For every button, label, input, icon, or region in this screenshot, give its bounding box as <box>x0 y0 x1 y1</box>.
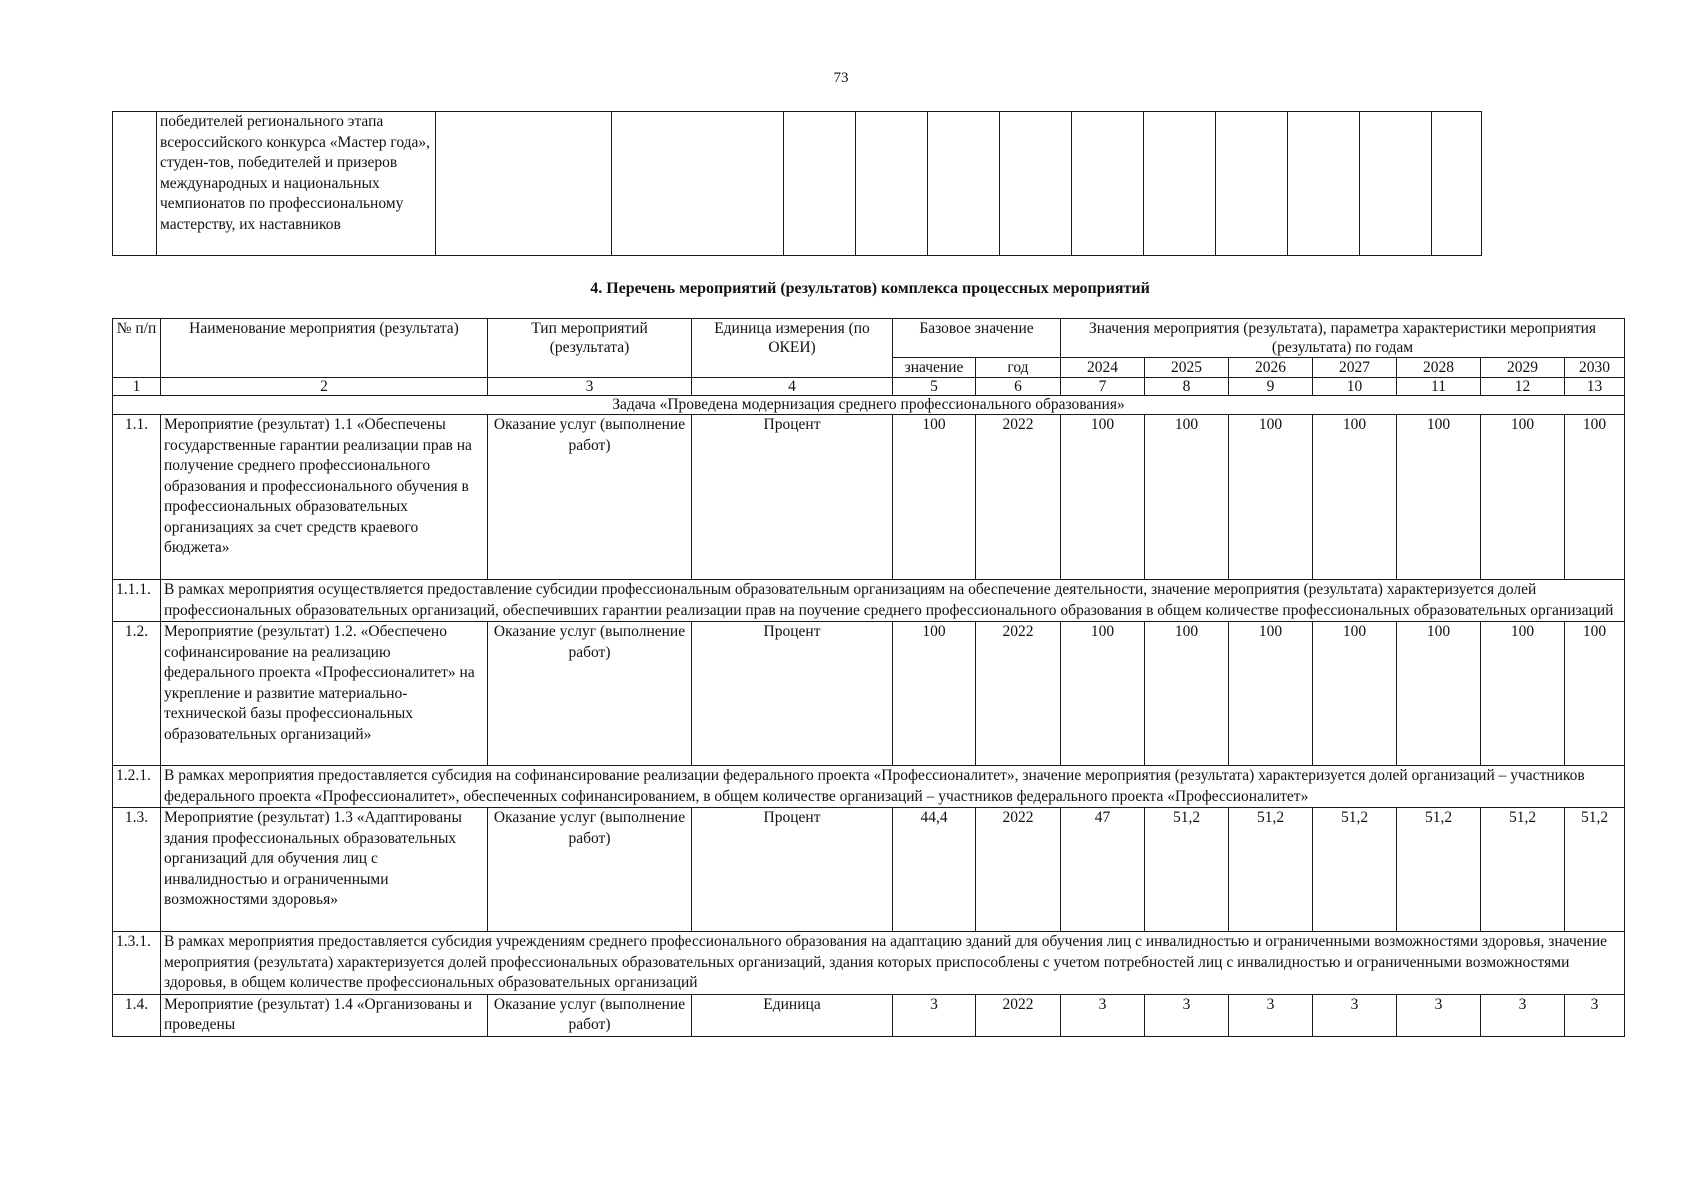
row-base-value: 100 <box>893 415 976 580</box>
section-title: 4. Перечень мероприятий (результатов) комплекса процессных мероприятий <box>590 280 1150 297</box>
row-value: 100 <box>1229 415 1313 580</box>
column-number: 10 <box>1313 378 1397 396</box>
header-type: Тип мероприятий (результата) <box>488 319 692 378</box>
column-number: 7 <box>1061 378 1145 396</box>
row-value: 3 <box>1313 994 1397 1036</box>
description-row <box>113 932 1625 995</box>
row-base-year: 2022 <box>976 994 1061 1036</box>
desc-text: В рамках мероприятия предоставляется субсидия на софинансирование реализации федерального проекта «Профессионалитет», значение мероприятия (результата) характеризуется долей организаций – участников федерального проекта «Профессионалитет», обеспеченных софинансированием, в общем количестве организаций – участников федерального проекта «Профессионалитет» <box>161 766 1625 808</box>
row-name: Мероприятие (результат) 1.3 «Адаптированы здания профессиональных образовательных организаций для обучения лиц с инвалидностью и ограниченными возможностями здоровья» <box>161 808 488 932</box>
row-unit: Процент <box>692 622 893 766</box>
row-value: 3 <box>1061 994 1145 1036</box>
row-value: 3 <box>1565 994 1625 1036</box>
row-value: 100 <box>1061 622 1145 766</box>
row-value: 47 <box>1061 808 1145 932</box>
continuation-table <box>112 111 1482 256</box>
header-base-value: значение <box>893 358 976 378</box>
row-value: 51,2 <box>1565 808 1625 932</box>
page-number: 73 <box>833 70 849 86</box>
row-value: 51,2 <box>1397 808 1481 932</box>
header-values: Значения мероприятия (результата), параметра характеристики мероприятия (результата) по годам <box>1061 319 1625 358</box>
header-unit: Единица измерения (по ОКЕИ) <box>692 319 893 378</box>
column-number: 4 <box>692 378 893 396</box>
column-number: 3 <box>488 378 692 396</box>
row-base-value: 44,4 <box>893 808 976 932</box>
row-type: Оказание услуг (выполнение работ) <box>488 622 692 766</box>
row-value: 51,2 <box>1481 808 1565 932</box>
row-type: Оказание услуг (выполнение работ) <box>488 994 692 1036</box>
row-value: 100 <box>1397 415 1481 580</box>
row-value: 51,2 <box>1229 808 1313 932</box>
continuation-text: победителей регионального этапа всероссийского конкурса «Мастер года», студен-тов, победителей и призеров международных и национальных чемпионатов по профессиональному мастерству, их наставников <box>157 112 436 256</box>
column-number: 13 <box>1565 378 1625 396</box>
row-type: Оказание услуг (выполнение работ) <box>488 415 692 580</box>
row-num: 1.1. <box>113 415 161 580</box>
desc-num: 1.1.1. <box>113 580 161 622</box>
header-year: 2029 <box>1481 358 1565 378</box>
table-row <box>113 622 1625 766</box>
row-value: 100 <box>1481 622 1565 766</box>
row-base-year: 2022 <box>976 622 1061 766</box>
row-value: 3 <box>1397 994 1481 1036</box>
row-value: 51,2 <box>1145 808 1229 932</box>
desc-num: 1.2.1. <box>113 766 161 808</box>
header-year: 2030 <box>1565 358 1625 378</box>
desc-text: В рамках мероприятия предоставляется субсидия учреждениям среднего профессионального образования на адаптацию зданий для обучения лиц с инвалидностью и ограниченными возможностями здоровья, значение мероприятия (результата) характеризуется долей профессиональных образовательных организаций, здания которых приспособлены с учетом потребностей лиц с инвалидностью и ограниченными возможностями здоровья, в общем количестве профессиональных образовательных организаций <box>161 932 1625 995</box>
desc-num: 1.3.1. <box>113 932 161 995</box>
column-number: 12 <box>1481 378 1565 396</box>
column-number: 8 <box>1145 378 1229 396</box>
continuation-row <box>113 112 1482 256</box>
row-num: 1.3. <box>113 808 161 932</box>
table-row <box>113 808 1625 932</box>
row-num: 1.4. <box>113 994 161 1036</box>
column-number: 5 <box>893 378 976 396</box>
row-value: 100 <box>1061 415 1145 580</box>
row-value: 100 <box>1481 415 1565 580</box>
row-base-year: 2022 <box>976 808 1061 932</box>
description-row <box>113 766 1625 808</box>
table-row <box>113 415 1625 580</box>
row-value: 3 <box>1229 994 1313 1036</box>
row-value: 100 <box>1229 622 1313 766</box>
header-row-1 <box>113 319 1625 358</box>
row-value: 3 <box>1481 994 1565 1036</box>
row-unit: Процент <box>692 808 893 932</box>
header-name: Наименование мероприятия (результата) <box>161 319 488 378</box>
row-value: 100 <box>1145 622 1229 766</box>
table-row <box>113 994 1625 1036</box>
header-year: 2028 <box>1397 358 1481 378</box>
row-base-value: 100 <box>893 622 976 766</box>
header-base-year: год <box>976 358 1061 378</box>
column-number: 1 <box>113 378 161 396</box>
row-unit: Процент <box>692 415 893 580</box>
header-year: 2024 <box>1061 358 1145 378</box>
row-base-year: 2022 <box>976 415 1061 580</box>
header-base: Базовое значение <box>893 319 1061 358</box>
column-number: 2 <box>161 378 488 396</box>
header-year: 2025 <box>1145 358 1229 378</box>
column-number: 11 <box>1397 378 1481 396</box>
row-name: Мероприятие (результат) 1.2. «Обеспечено софинансирование на реализацию федерального проекта «Профессионалитет» на укрепление и развитие материально-технической базы профессиональных образовательных организаций» <box>161 622 488 766</box>
row-name: Мероприятие (результат) 1.1 «Обеспечены государственные гарантии реализации прав на получение среднего профессионального образования и профессионального обучения в профессиональных образовательных организациях за счет средств краевого бюджета» <box>161 415 488 580</box>
row-value: 100 <box>1565 415 1625 580</box>
row-value: 51,2 <box>1313 808 1397 932</box>
row-base-value: 3 <box>893 994 976 1036</box>
row-value: 100 <box>1397 622 1481 766</box>
row-type: Оказание услуг (выполнение работ) <box>488 808 692 932</box>
row-name: Мероприятие (результат) 1.4 «Организованы и проведены <box>161 994 488 1036</box>
row-value: 100 <box>1145 415 1229 580</box>
row-value: 100 <box>1313 415 1397 580</box>
row-num: 1.2. <box>113 622 161 766</box>
header-year: 2026 <box>1229 358 1313 378</box>
task-title: Задача «Проведена модернизация среднего профессионального образования» <box>113 396 1625 415</box>
desc-text: В рамках мероприятия осуществляется предоставление субсидии профессиональным образовательным организациям на обеспечение деятельности, значение мероприятия (результата) характеризуется долей профессиональных образовательных организаций, обеспечивших гарантии реализации прав на поучение среднего профессионального образования в общем количестве профессиональных образовательных организаций <box>161 580 1625 622</box>
column-numbers-row <box>113 378 1625 396</box>
column-number: 6 <box>976 378 1061 396</box>
row-value: 100 <box>1313 622 1397 766</box>
header-year: 2027 <box>1313 358 1397 378</box>
row-value: 3 <box>1145 994 1229 1036</box>
task-row <box>113 396 1625 415</box>
measures-table <box>112 318 1625 1037</box>
column-number: 9 <box>1229 378 1313 396</box>
description-row <box>113 580 1625 622</box>
header-num: № п/п <box>113 319 161 378</box>
row-value: 100 <box>1565 622 1625 766</box>
row-unit: Единица <box>692 994 893 1036</box>
